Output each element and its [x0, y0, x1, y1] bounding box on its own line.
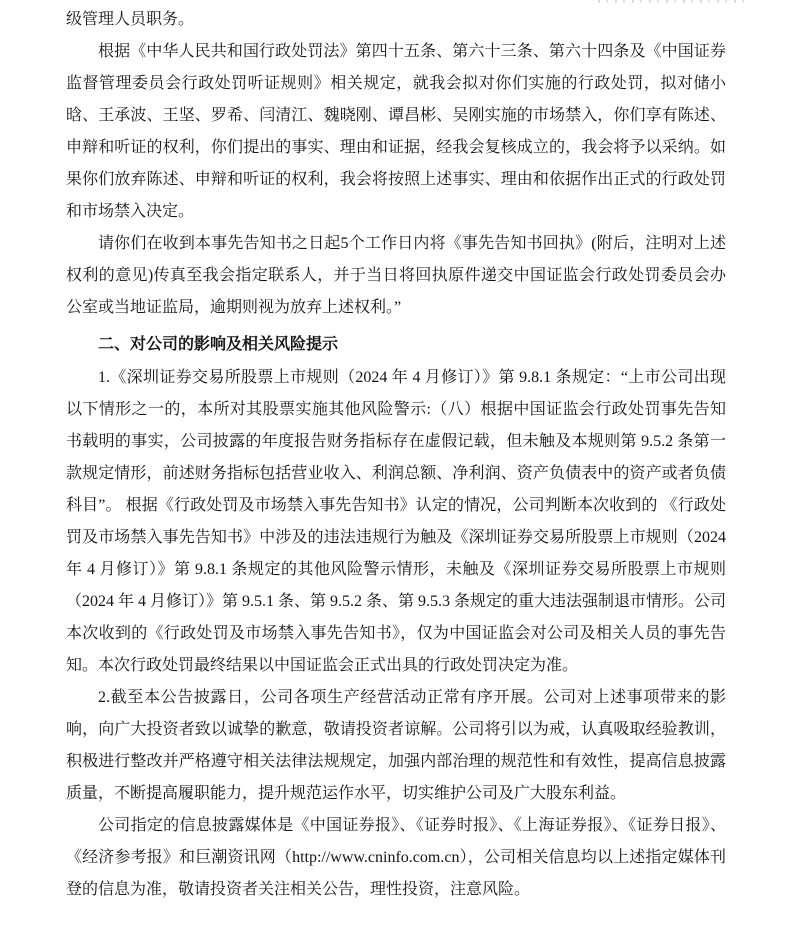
paragraph-continuation: 级管理人员职务。 [66, 11, 195, 28]
paragraph-disclosure-media: 公司指定的信息披露媒体是《中国证券报》、《证券时报》、《上海证券报》、《证券日报》、《经济参考报》和巨潮资讯网（http://www.cninfo.com.cn），公司相关信息均以上述指定媒体刊登的信息为准，敬请投资者关注相关公告，理性投资，注意风险。 [66, 817, 726, 898]
document-body [66, 4, 726, 906]
paragraph-company-operations: 2.截至本公告披露日，公司各项生产经营活动正常有序开展。公司对上述事项带来的影响，向广大投资者致以诚挚的歉意，敬请投资者谅解。公司将引以为戒，认真吸取经验教训，积极进行整改并严格遵守相关法律法规规定，加强内部治理的规范性和有效性，提高信息披露质量，不断提高履职能力，提升规范运作水平，切实维护公司及广大股东利益。 [66, 689, 726, 802]
paragraph-reply-instructions: 请你们在收到本事先告知书之日起5个工作日内将《事先告知书回执》(附后，注明对上述权利的意见)传真至我会指定联系人，并于当日将回执原件递交中国证监会行政处罚委员会办公室或当地证监局，逾期则视为放弃上述权利。” [66, 235, 726, 316]
paragraph-listing-rules: 1.《深圳证券交易所股票上市规则（2024 年 4 月修订）》第 9.8.1 条规定：“上市公司出现以下情形之一的，本所对其股票实施其他风险警示:（八）根据中国证监会行政处罚事先告知书载明的事实，公司披露的年度报告财务指标存在虚假记载，但未触及本规则第 9.5.2 条第一款规定情形，前述财务指标包括营业收入、利润总额、净利润、资产负债表中的资产或者负债科目”。 根据《行政处罚及市场禁入事先告知书》认定的情况，公司判断本次收到的 《行政处罚及市场禁入事先告知书》中涉及的违法违规行为触及《深圳证券交易所股票上市规则（2024 年 4 月修订）》第 9.8.1 条规定的其他风险警示情形，未触及《深圳证券交易所股票上市规则（2024 年 4 月修订）》第 9.5.1 条、第 9.5.2 条、第 9.5.3 条规定的重大违法强制退市情形。公司本次收到的《行政处罚及市场禁入事先告知书》，仅为中国证监会对公司及相关人员的事先告知。本次行政处罚最终结果以中国证监会正式出具的行政处罚决定为准。 [66, 369, 727, 674]
section-heading: 二、对公司的影响及相关风险提示 [98, 336, 339, 353]
paragraph-legal-basis: 根据《中华人民共和国行政处罚法》第四十五条、第六十三条、第六十四条及《中国证券监督管理委员会行政处罚听证规则》相关规定，就我会拟对你们实施的行政处罚，拟对储小晗、王承波、王坚、罗希、闫清江、魏晓刚、谭昌彬、吴刚实施的市场禁入，你们享有陈述、申辩和听证的权利，你们提出的事实、理由和证据，经我会复核成立的，我会将予以采纳。如果你们放弃陈述、申辩和听证的权利，我会将按照上述事实、理由和依据作出正式的行政处罚和市场禁入决定。 [66, 43, 726, 220]
clipped-line-fragment [598, 0, 750, 3]
